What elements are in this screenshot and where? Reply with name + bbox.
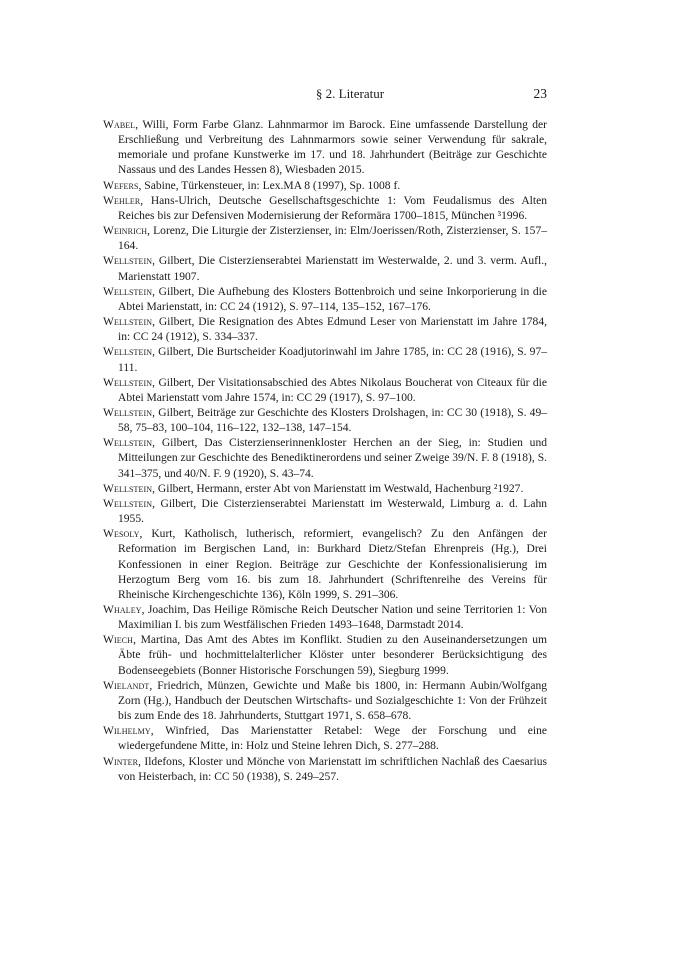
entry-text: , Friedrich, Münzen, Gewichte und Maße bis 1800, in: Hermann Aubin/Wolfgang Zorn (Hg.), Handbuch der Deutschen Wirtschafts- und Sozialgeschichte 1: Von der Frühzeit bis zum Ende des 18. Jahrhunderts, Stuttgart 1971, S. 658–678.	[118, 679, 547, 723]
entry-author: Wellstein	[103, 376, 153, 389]
bibliography-entry	[103, 224, 547, 254]
entry-author: Wabel	[103, 119, 136, 131]
entry-text: , Sabine, Türkensteuer, in: Lex.MA 8 (1997), Sp. 1008 f.	[138, 179, 401, 192]
bibliography-entry	[103, 527, 547, 603]
entry-text: , Gilbert, Die Resignation des Abtes Edmund Leser von Marienstatt im Jahre 1784, in: CC 24 (1912), S. 334–337.	[118, 316, 547, 344]
bibliography-list	[103, 118, 547, 785]
entry-author: Winter	[103, 755, 139, 768]
entry-text: , Joachim, Das Heilige Römische Reich Deutscher Nation und seine Territorien 1: Von Maximilian I. bis zum Westfälischen Frieden 1493–1648, Darmstadt 2014.	[118, 604, 547, 632]
bibliography-entry	[103, 436, 547, 481]
entry-text: , Martina, Das Amt des Abtes im Konflikt. Studien zu den Auseinandersetzungen um Äbte früh- und hochmittelalterlicher Klöster unter besonderer Berücksichtigung des Bodenseegebiets (Bonner Historische Forschungen 59), Siegburg 1999.	[118, 634, 547, 677]
bibliography-entry	[103, 406, 547, 436]
entry-author: Wesoly	[103, 528, 140, 541]
bibliography-entry	[103, 482, 547, 497]
bibliography-entry	[103, 679, 547, 724]
entry-author: Wiech	[103, 634, 134, 647]
bibliography-entry	[103, 376, 547, 406]
entry-author: Wilhelmy	[103, 725, 151, 738]
entry-text: , Gilbert, Die Aufhebung des Klosters Bottenbroich und seine Inkorporierung in die Abtei Marienstatt, in: CC 24 (1912), S. 97–114, 135–152, 167–176.	[118, 285, 547, 313]
entry-text: , Gilbert, Beiträge zur Geschichte des Klosters Drolshagen, in: CC 30 (1918), S. 49–58, 75–83, 100–104, 116–122, 132–138, 147–154.	[118, 406, 547, 435]
entry-author: Wellstein	[103, 255, 153, 268]
bibliography-entry	[103, 755, 547, 785]
entry-author: Weinrich	[103, 225, 148, 238]
bibliography-entry	[103, 315, 547, 345]
entry-text: , Gilbert, Die Cisterzienserabtei Marienstatt im Westerwald, Limburg a. d. Lahn 1955.	[118, 497, 547, 526]
entry-author: Wellstein	[103, 285, 153, 298]
entry-author: Wellstein	[103, 482, 153, 495]
entry-author: Wielandt	[103, 679, 150, 692]
entry-text: , Lorenz, Die Liturgie der Zisterzienser, in: Elm/Joerissen/Roth, Zisterzienser, S. 157–164.	[118, 225, 547, 253]
bibliography-entry	[103, 603, 547, 633]
bibliography-entry	[103, 179, 547, 194]
entry-author: Wehler	[103, 194, 141, 207]
bibliography-entry	[103, 118, 547, 179]
bibliography-entry	[103, 194, 547, 224]
bibliography-entry	[103, 285, 547, 315]
bibliography-entry	[103, 345, 547, 375]
entry-text: , Gilbert, Hermann, erster Abt von Marienstatt im Westwald, Hachenburg ²1927.	[152, 482, 524, 495]
entry-text: , Gilbert, Die Cisterzienserabtei Marienstatt im Westerwalde, 2. und 3. verm. Aufl., Marienstatt 1907.	[118, 255, 547, 283]
entry-text: , Kurt, Katholisch, lutherisch, reformiert, evangelisch? Zu den Anfängen der Reformation im Bergischen Land, in: Burkhard Dietz/Stefan Ehrenpreis (Hg.), Drei Konfessionen in einer Region. Beiträge zur Geschichte der Konfessionalisierung im Herzogtum Berg vom 16. bis zum 18. Jahrhundert (Schriftenreihe des Vereins für Rheinische Kirchengeschichte 136), Köln 1999, S. 291–306.	[118, 528, 547, 601]
entry-author: Whaley	[103, 604, 142, 616]
entry-text: , Hans-Ulrich, Deutsche Gesellschaftsgeschichte 1: Vom Feudalismus des Alten Reiches bis zur Defensiven Modernisierung der Reformära 1700–1815, München ³1996.	[118, 194, 547, 222]
bibliography-entry	[103, 497, 547, 527]
entry-text: , Gilbert, Das Cisterzienserinnenkloster Herchen an der Sieg, in: Studien und Mitteilungen zur Geschichte des Benediktinerordens und seiner Zweige 39/N. F. 8 (1918), S. 341–375, und 40/N. F. 9 (1920), S. 43–74.	[118, 437, 547, 480]
entry-author: Wellstein	[103, 497, 153, 510]
entry-author: Wellstein	[103, 437, 153, 450]
entry-text: , Ildefons, Kloster und Mönche von Marienstatt im schriftlichen Nachlaß des Caesarius von Heisterbach, in: CC 50 (1938), S. 249–257.	[118, 755, 547, 783]
entry-text: , Winfried, Das Marienstatter Retabel: Wege der Forschung und eine wiedergefundene Mitte, in: Holz und Steine lehren Dich, S. 277–288.	[118, 725, 547, 753]
page-number: 23	[533, 86, 547, 101]
running-title: § 2. Literatur	[315, 86, 385, 101]
entry-text: , Gilbert, Die Burtscheider Koadjutorinwahl im Jahre 1785, in: CC 28 (1916), S. 97–111.	[118, 346, 547, 374]
bibliography-entry	[103, 254, 547, 284]
entry-text: , Willi, Form Farbe Glanz. Lahnmarmor im Barock. Eine umfassende Darstellung der Erschließung und Verbreitung des Lahnmarmors sowie seiner Verwendung für sakrale, memoriale und profane Kunstwerke im 17. und 18. Jahrhundert (Beiträge zur Geschichte Nassaus und des Landes Hessen 8), Wiesbaden 2015.	[118, 119, 547, 177]
page-header	[0, 86, 700, 106]
entry-author: Wellstein	[103, 346, 153, 359]
entry-author: Wellstein	[103, 406, 153, 419]
bibliography-entry	[103, 724, 547, 754]
bibliography-entry	[103, 633, 547, 678]
entry-text: , Gilbert, Der Visitationsabschied des Abtes Nikolaus Boucherat von Citeaux für die Abtei Marienstatt vom Jahre 1574, in: CC 29 (1917), S. 97–100.	[118, 376, 547, 404]
entry-author: Wellstein	[103, 316, 153, 329]
entry-author: Wefers	[103, 179, 139, 192]
